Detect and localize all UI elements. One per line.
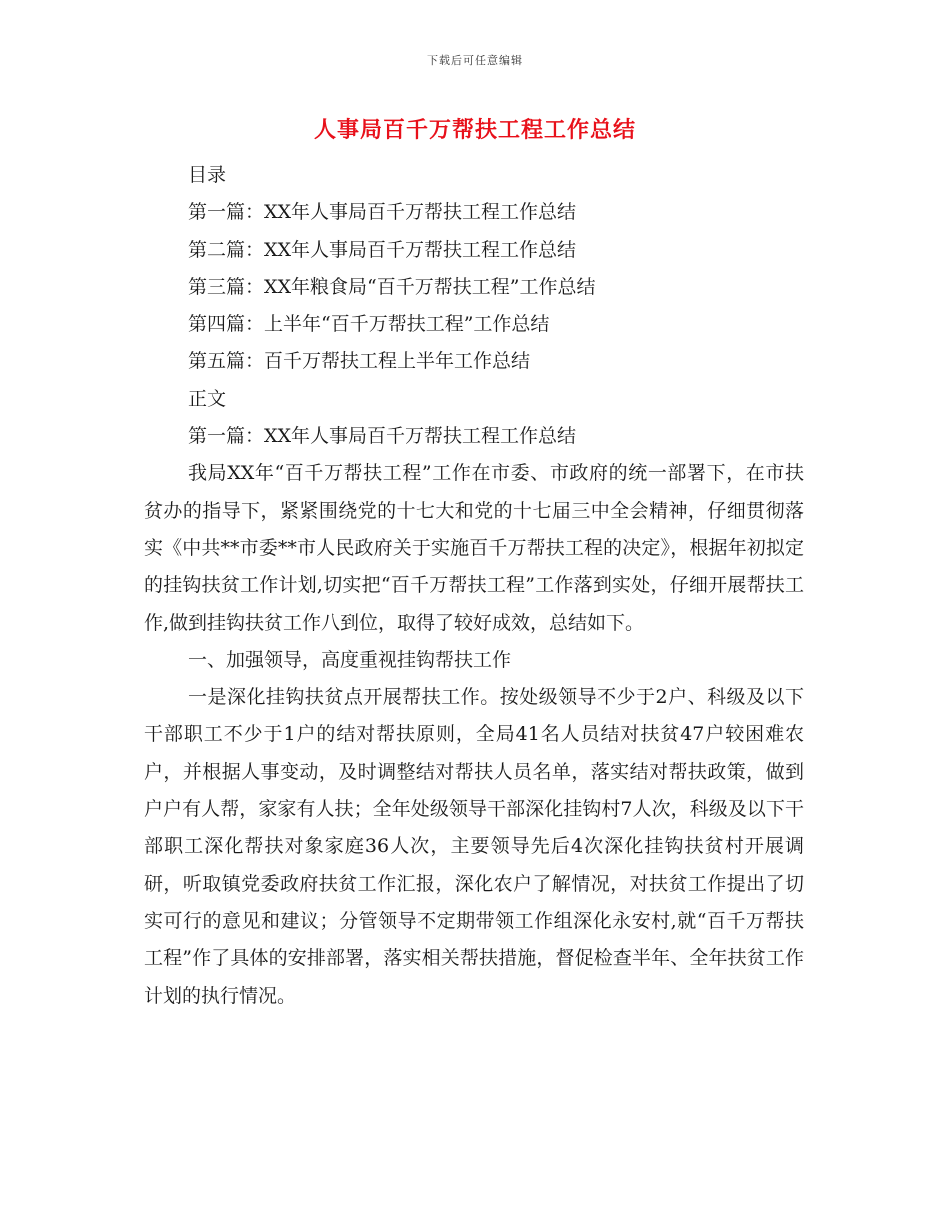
toc-item: 第一篇：XX年人事局百千万帮扶工程工作总结 bbox=[188, 201, 577, 224]
document-title: 人事局百千万帮扶工程工作总结 bbox=[313, 118, 636, 143]
toc-item: 第五篇：百千万帮扶工程上半年工作总结 bbox=[188, 350, 531, 373]
toc-item: 第二篇：XX年人事局百千万帮扶工程工作总结 bbox=[188, 238, 577, 261]
section-heading: 一、加强领导，高度重视挂钩帮扶工作 bbox=[188, 648, 512, 671]
section-paragraph: 一是深化挂钩扶贫点开展帮扶工作。按处级领导不少于2户、科级及以下干部职工不少于1户的结对帮扶原则，全局41名人员结对扶贫47户较困难农户，并根据人事变动，及时调整结对帮扶人员名单，落实结对帮扶政策，做到户户有人帮，家家有人扶；全年处级领导干部深化挂钩村7人次，科级及以下干部职工深化帮扶对象家庭36人次，主要领导先后4次深化挂钩扶贫村开展调研，听取镇党委政府扶贫工作汇报，深化农户了解情况，对扶贫工作提出了切实可行的意见和建议；分管领导不定期带领工作组深化永安村,就“百千万帮扶工程”作了具体的安排部署，落实相关帮扶措施，督促检查半年、全年扶贫工作计划的执行情况。 bbox=[144, 686, 804, 1007]
intro-paragraph: 我局XX年“百千万帮扶工程”工作在市委、市政府的统一部署下，在市扶贫办的指导下，紧紧围绕党的十七大和党的十七届三中全会精神，仔细贯彻落实《中共**市委**市人民政府关于实施百千万帮扶工程的决定》，根据年初拟定的挂钩扶贫工作计划,切实把“百千万帮扶工程”工作落到实处，仔细开展帮扶工作,做到挂钩扶贫工作八到位，取得了较好成效，总结如下。 bbox=[144, 462, 804, 634]
toc-item: 第四篇：上半年“百千万帮扶工程”工作总结 bbox=[188, 313, 550, 336]
part-heading: 第一篇：XX年人事局百千万帮扶工程工作总结 bbox=[188, 425, 577, 448]
document-body bbox=[144, 157, 804, 1015]
toc-item: 第三篇：XX年粮食局“百千万帮扶工程”工作总结 bbox=[188, 275, 596, 298]
page-header-note: 下载后可任意编辑 bbox=[427, 54, 523, 67]
toc-heading: 目录 bbox=[188, 164, 227, 186]
body-heading: 正文 bbox=[188, 387, 227, 410]
